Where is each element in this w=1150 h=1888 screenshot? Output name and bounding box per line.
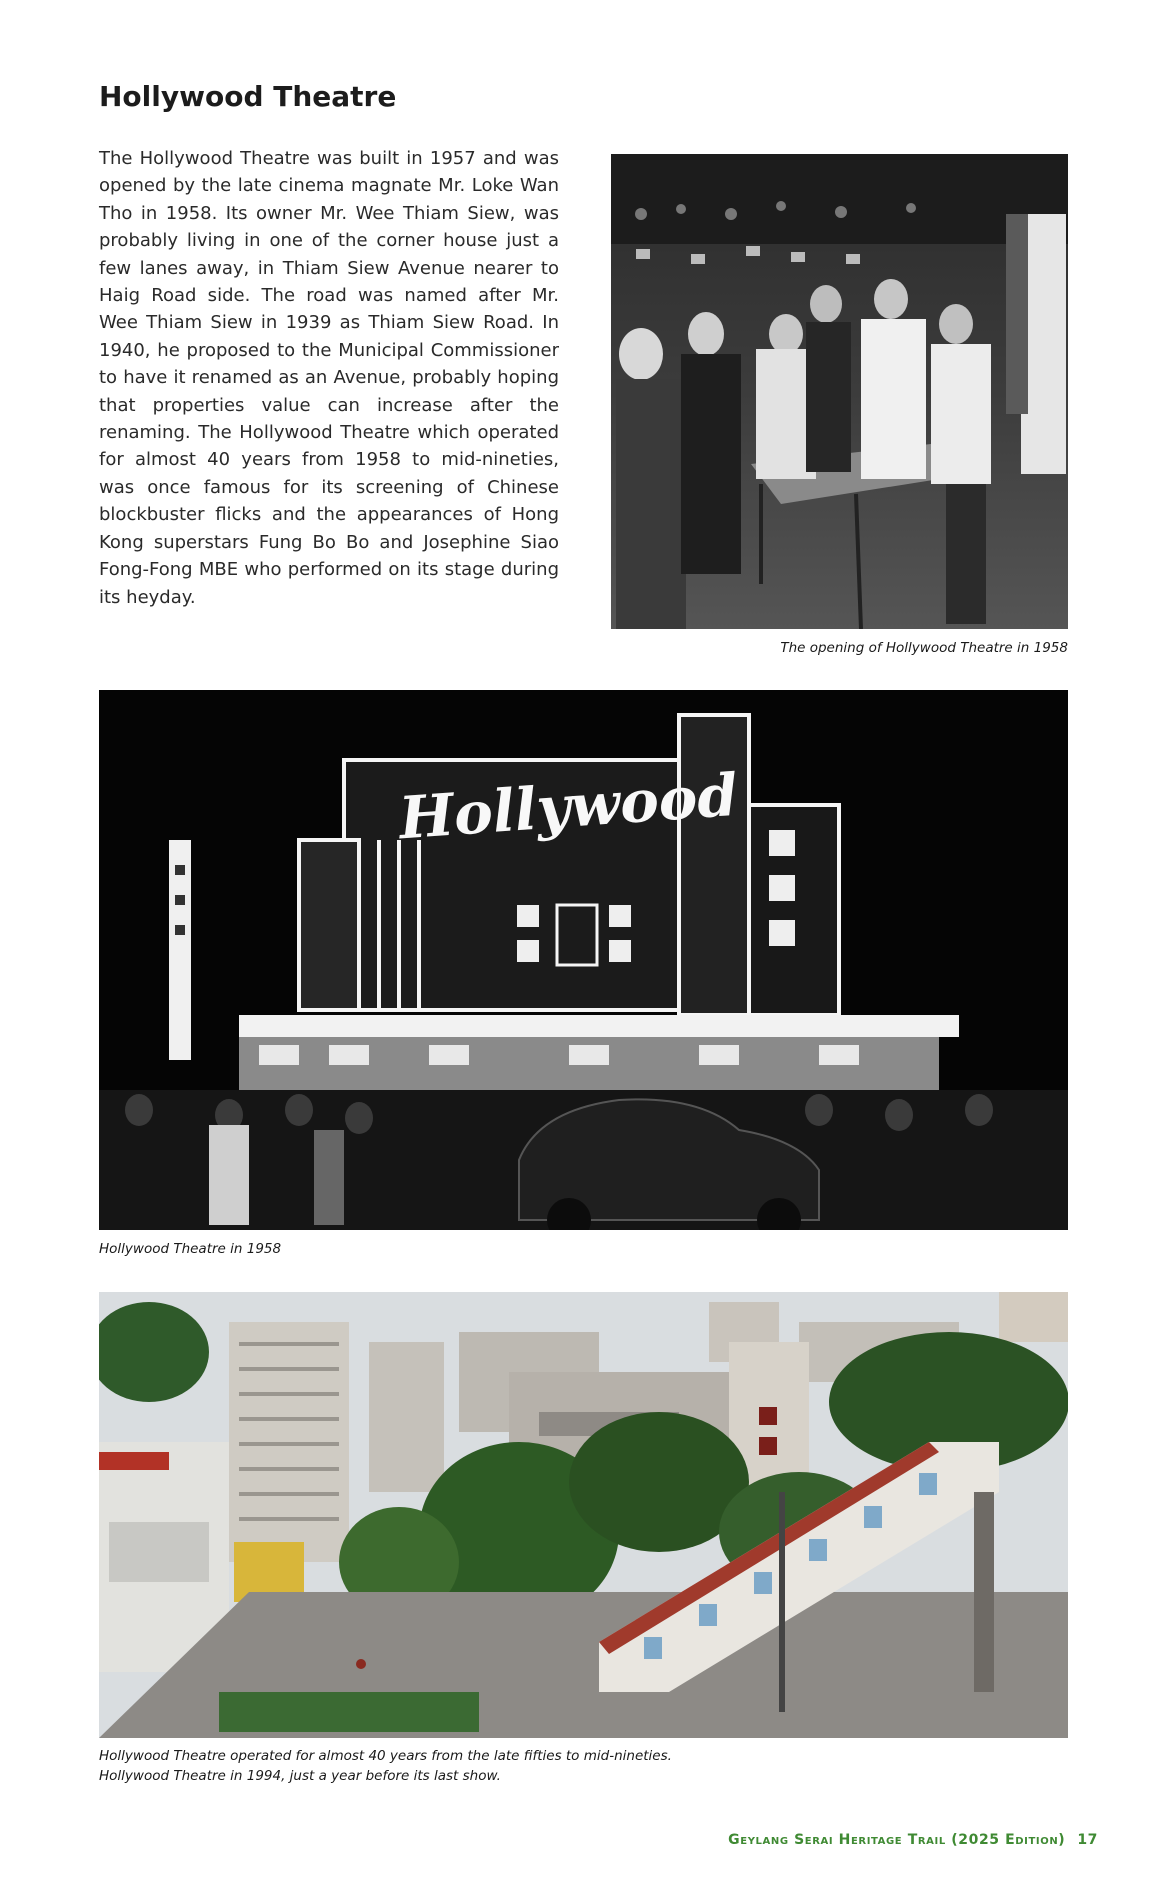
day-photo-caption-line2: Hollywood Theatre in 1994, just a year before its last show. [99, 1768, 501, 1784]
day-1994-photo [99, 1292, 1068, 1738]
page-footer [728, 1832, 1098, 1848]
day-photo-caption-line1: Hollywood Theatre operated for almost 40 years from the late fifties to mid-nineties. [99, 1748, 672, 1764]
footer-trail-title: Geylang Serai Heritage Trail (2025 Edition) [728, 1832, 1066, 1848]
body-paragraph: The Hollywood Theatre was built in 1957 and was opened by the late cinema magnate Mr. Loke Wan Tho in 1958. Its owner Mr. Wee Thiam Siew, was probably living in one of the corner house just a few lanes away, in Thiam Siew Avenue nearer to Haig Road side. The road was named after Mr. Wee Thiam Siew in 1939 as Thiam Siew Road. In 1940, he proposed to the Municipal Commissioner to have it renamed as an Avenue, probably hoping that properties value can increase after the renaming. The Hollywood Theatre which operated for almost 40 years from 1958 to mid-nineties, was once famous for its screening of Chinese blockbuster flicks and the appearances of Hong Kong superstars Fung Bo Bo and Josephine Siao Fong-Fong MBE who performed on its stage during its heyday. [99, 148, 559, 608]
page-number: 17 [1077, 1832, 1098, 1848]
page-title: Hollywood Theatre [99, 80, 397, 113]
opening-photo [611, 154, 1068, 629]
night-photo [99, 690, 1068, 1230]
night-photo-caption: Hollywood Theatre in 1958 [99, 1241, 282, 1257]
opening-photo-caption: The opening of Hollywood Theatre in 1958 [780, 640, 1068, 656]
neon-sign-text: Hollywood [396, 760, 740, 853]
